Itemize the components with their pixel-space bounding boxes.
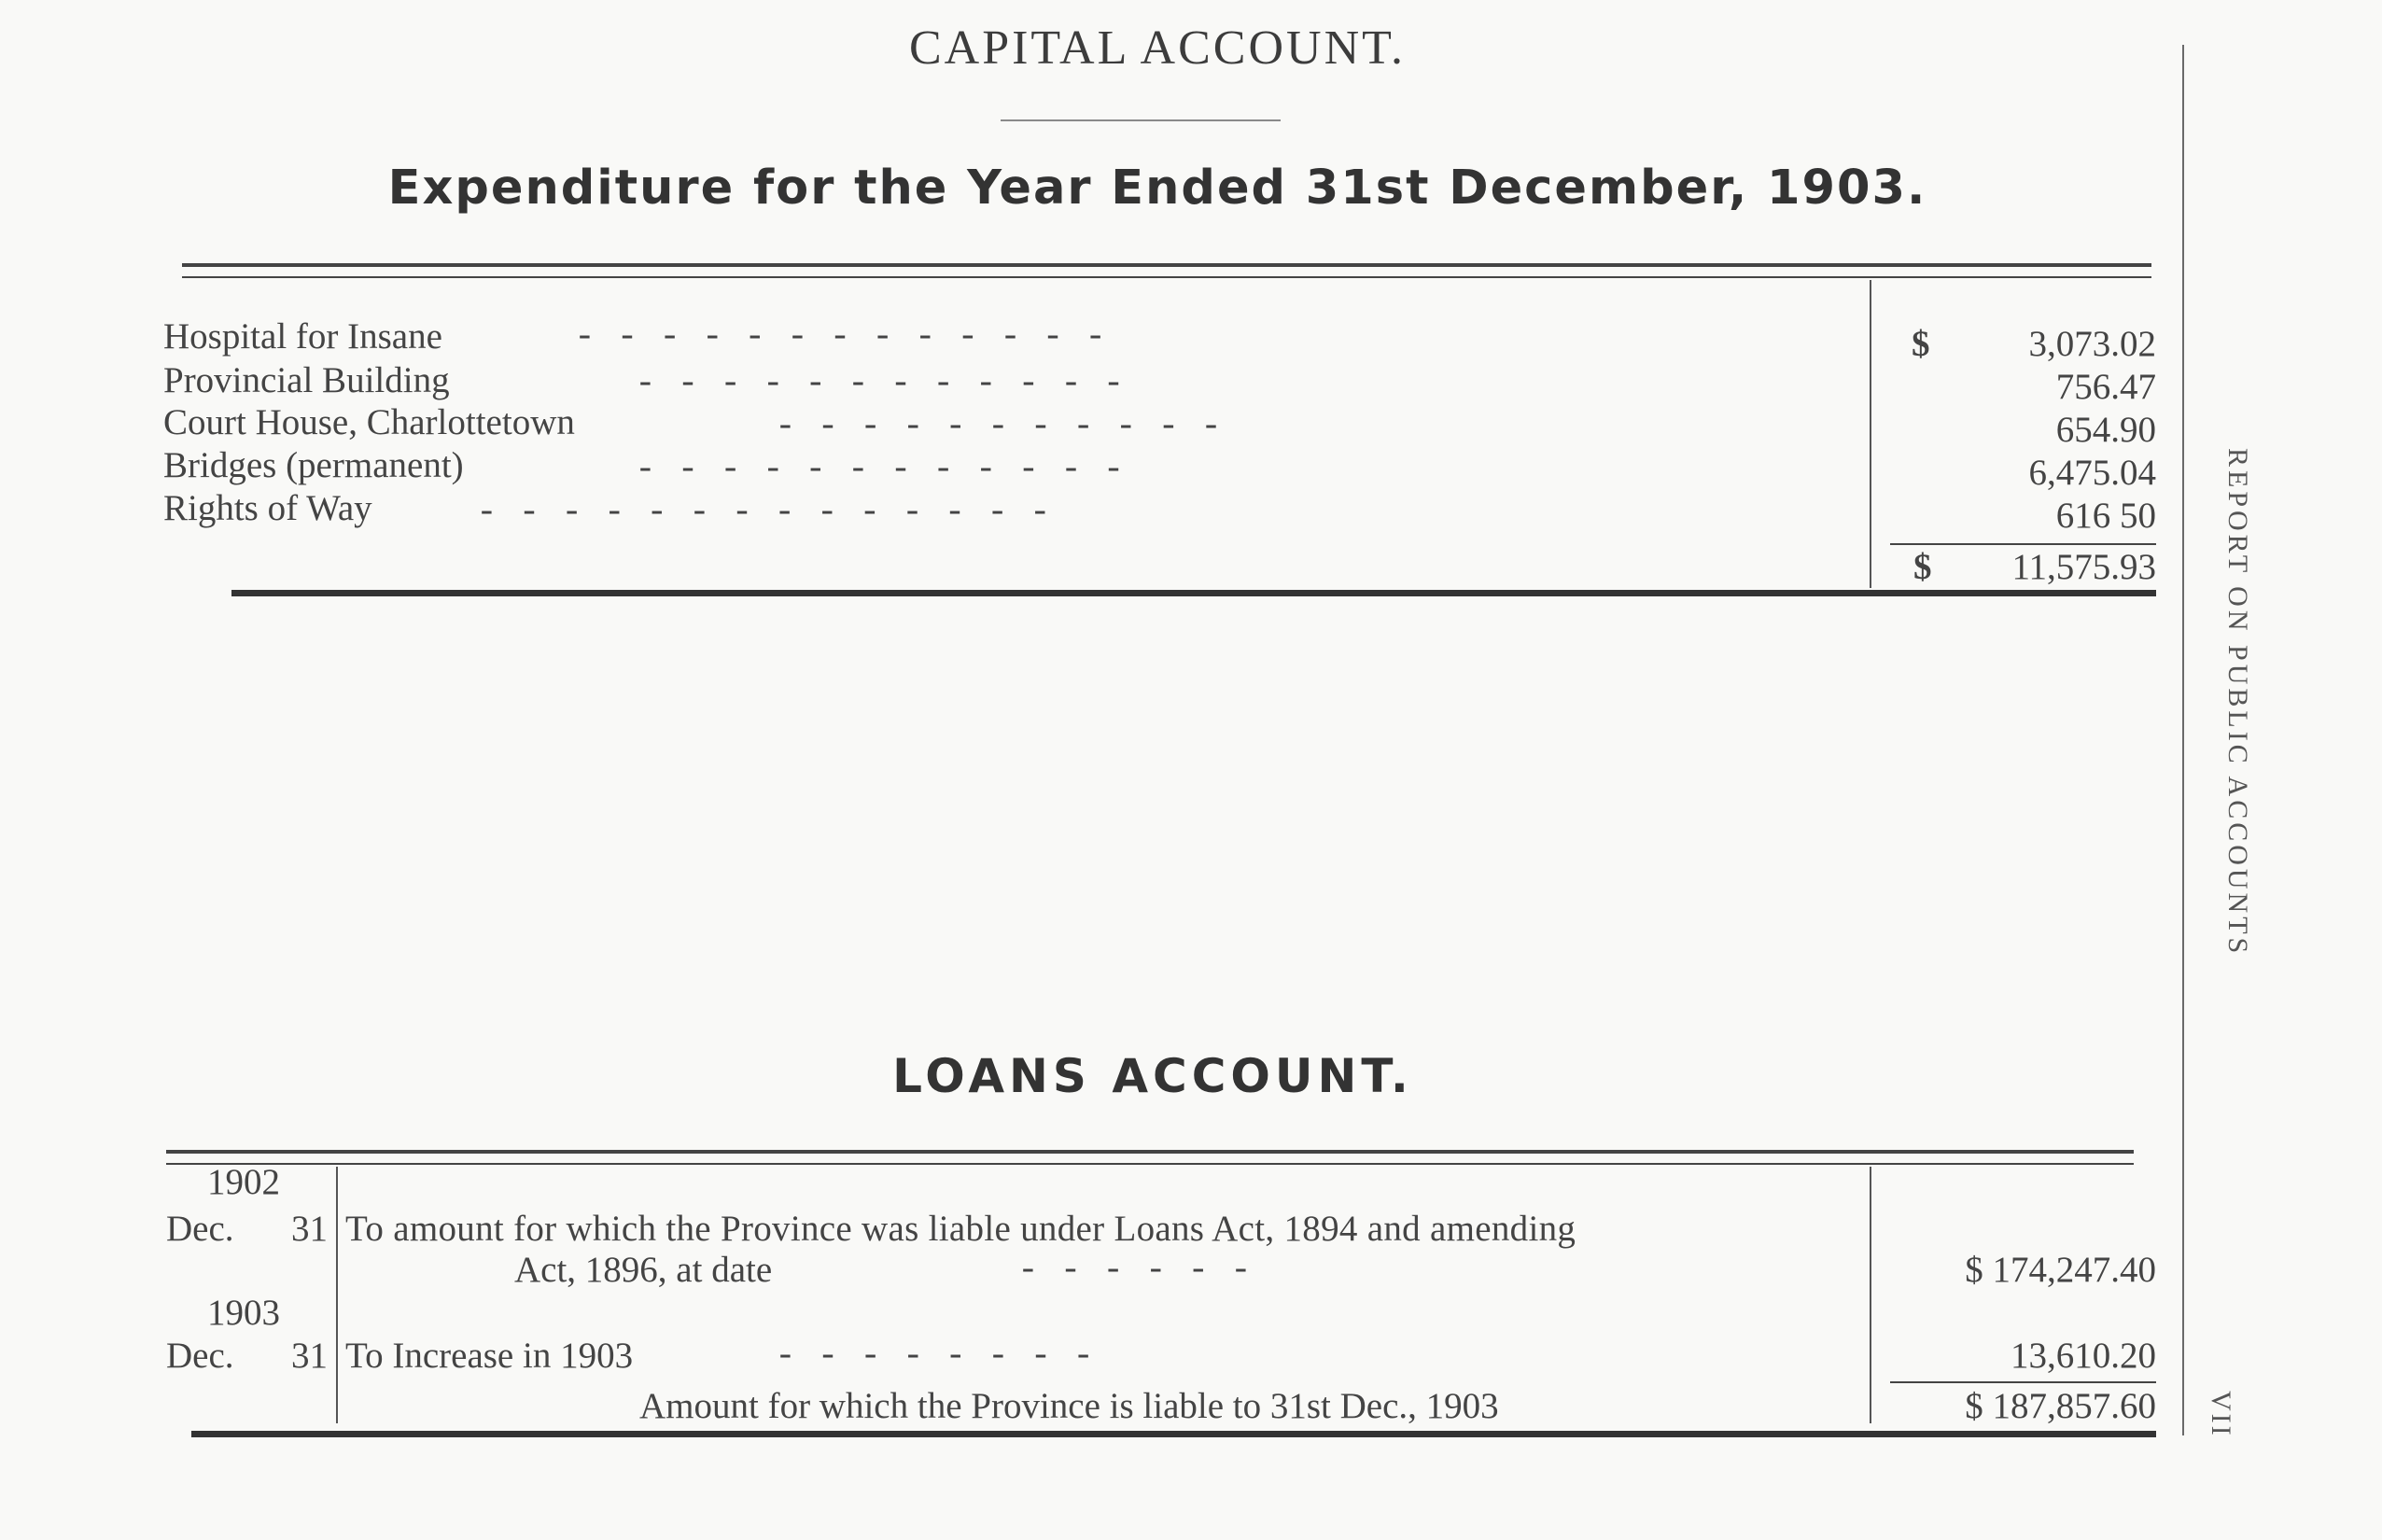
item-label: Court House, Charlottetown [163, 402, 575, 442]
entry-day: 31 [291, 1209, 328, 1249]
item-amount: 616 50 [2055, 496, 2156, 536]
item-amount: 6,475.04 [2028, 453, 2156, 493]
capital-top-rule-thin [182, 276, 2151, 278]
item-amount: 756.47 [2055, 367, 2156, 407]
entry-month: Dec. [166, 1336, 234, 1376]
loans-date-divider [336, 1167, 338, 1423]
leader-dots: - - - - - - - - - - - - - [574, 317, 1107, 357]
dollar-sign: $ [1912, 324, 1930, 364]
loans-top-rule-thin [166, 1163, 2134, 1165]
item-amount: 654.90 [2055, 410, 2156, 450]
capital-sum-rule [1890, 543, 2156, 545]
list-item [163, 359, 450, 401]
item-label: Provincial Building [163, 360, 450, 400]
entry-amount: $ 174,247.40 [1965, 1250, 2156, 1290]
loans-amount-divider [1870, 1167, 1871, 1423]
loans-total-label: Amount for which the Province is liable to 31st Dec., 1903 [639, 1386, 1499, 1426]
title-divider [1001, 119, 1281, 121]
leader-dots: - - - - - - - - - - - - - - [476, 493, 1051, 533]
capital-top-rule-thick [182, 263, 2151, 267]
loans-total-amount: $ 187,857.60 [1965, 1386, 2156, 1426]
leader-dots: - - - - - - [1017, 1251, 1252, 1291]
item-amount: 3,073.02 [2028, 324, 2156, 364]
leader-dots: - - - - - - - - - - - - [635, 364, 1125, 404]
leader-dots: - - - - - - - - [775, 1337, 1095, 1377]
capital-bottom-rule [231, 590, 2156, 596]
loans-sum-rule [1890, 1381, 2156, 1383]
list-item [163, 315, 442, 357]
list-item [163, 444, 464, 486]
total-dollar-sign: $ [1913, 547, 1932, 587]
loans-bottom-rule [191, 1431, 2156, 1437]
leader-dots: - - - - - - - - - - - [775, 407, 1222, 447]
entry-amount: 13,610.20 [2011, 1336, 2156, 1376]
side-caption: REPORT ON PUBLIC ACCOUNTS [2222, 448, 2253, 958]
entry-month: Dec. [166, 1209, 234, 1249]
entry-description: To amount for which the Province was liable under Loans Act, 1894 and amending [345, 1209, 1576, 1249]
entry-description-continued: Act, 1896, at date [514, 1250, 773, 1290]
loans-top-rule-thick [166, 1150, 2134, 1154]
list-item [163, 401, 575, 443]
capital-account-title: CAPITAL ACCOUNT. [908, 21, 1407, 75]
item-label: Bridges (permanent) [163, 445, 464, 485]
capital-total-amount: 11,575.93 [2011, 547, 2156, 587]
list-item [163, 487, 372, 529]
leader-dots: - - - - - - - - - - - - [635, 450, 1125, 490]
entry-description: To Increase in 1903 [345, 1336, 634, 1376]
capital-column-divider [1870, 280, 1871, 588]
item-label: Rights of Way [163, 488, 372, 528]
page-margin-rule [2182, 45, 2184, 1435]
item-label: Hospital for Insane [163, 316, 442, 357]
entry-year: 1902 [207, 1162, 280, 1202]
entry-day: 31 [291, 1336, 328, 1376]
expenditure-subtitle: Expenditure for the Year Ended 31st December, 1903. [387, 161, 1927, 216]
loans-account-title: LOANS ACCOUNT. [892, 1049, 1413, 1103]
entry-year: 1903 [207, 1293, 280, 1333]
page-number: VII [2206, 1391, 2236, 1438]
